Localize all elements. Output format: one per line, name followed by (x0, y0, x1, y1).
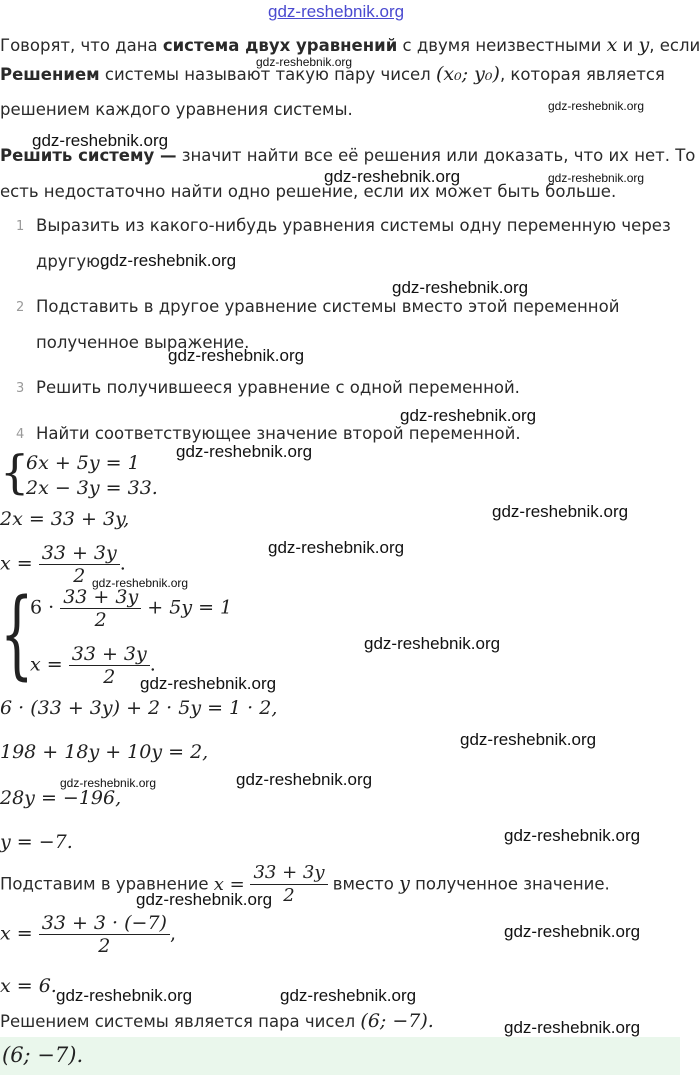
intro-line-4: Решить систему — значит найти все её решения или доказать, что их нет. То (0, 146, 696, 165)
watermark: gdz-reshebnik.org (176, 442, 313, 461)
watermark: gdz-reshebnik.org (32, 131, 169, 150)
watermark: gdz-reshebnik.org (92, 576, 189, 590)
step-text: Решить получившееся уравнение с одной переменной. (36, 378, 520, 397)
header-watermark-link[interactable]: gdz-reshebnik.org (268, 2, 405, 21)
pair-x0-y0: (x₀; y₀) (435, 63, 500, 85)
watermark: gdz-reshebnik.org (504, 922, 641, 941)
watermark: gdz-reshebnik.org (460, 730, 597, 749)
step-number: 4 (16, 427, 25, 442)
term-system: система двух уравнений (162, 36, 398, 55)
watermark: gdz-reshebnik.org (60, 776, 157, 790)
watermark: gdz-reshebnik.org (548, 99, 645, 113)
x-calc: x = $\frac{33 + 3 \cdot (-7)}{2}$ , (0, 912, 176, 957)
fraction: $\frac{33 + 3 \cdot (-7)}{2}$ (39, 912, 170, 957)
term-solve-system: Решить систему — (0, 146, 177, 165)
watermark: gdz-reshebnik.org (236, 770, 373, 789)
system2-eq1: 6 · $\frac{33 + 3y}{2}$ + 5y = 1 (30, 586, 233, 631)
watermark: gdz-reshebnik.org (256, 55, 353, 69)
step-text-cont: полученное выражение. (36, 333, 250, 352)
watermark: gdz-reshebnik.org (548, 171, 645, 185)
step-text-cont: другую. (36, 252, 106, 271)
watermark: gdz-reshebnik.org (504, 1018, 641, 1037)
step-number: 2 (16, 300, 25, 315)
eq-line-b: 198 + 18y + 10y = 2, (0, 741, 209, 763)
final-sentence: Решением системы является пара чисел (6; −7). (0, 1010, 434, 1032)
watermark: gdz-reshebnik.org (504, 826, 641, 845)
watermark: gdz-reshebnik.org (56, 986, 193, 1005)
watermark: gdz-reshebnik.org (268, 538, 405, 557)
system1-eq1: 6x + 5y = 1 (26, 452, 140, 474)
system-brace-2: { (0, 578, 34, 690)
fraction: $\frac{33 + 3y}{2}$ (39, 542, 120, 587)
intro-line-3: решением каждого уравнения системы. (0, 100, 353, 119)
watermark: gdz-reshebnik.org (280, 986, 417, 1005)
system1-eq2: 2x − 3y = 33. (26, 477, 158, 499)
term-solution: Решением (0, 65, 100, 84)
intro-line-5: есть недостаточно найти одно решение, если их может быть больше. (0, 182, 617, 201)
fraction: $\frac{33 + 3y}{2}$ (250, 862, 327, 907)
watermark: gdz-reshebnik.org (100, 251, 237, 270)
fraction: $\frac{33 + 3y}{2}$ (69, 643, 150, 688)
fraction: $\frac{33 + 3y}{2}$ (60, 586, 141, 631)
x-result: x = 6. (0, 975, 57, 997)
eq-2x: 2x = 33 + 3y, (0, 508, 130, 530)
watermark: gdz-reshebnik.org (364, 634, 501, 653)
intro-line-2: Решением системы называют такую пару чисел (x₀; y₀), которая является (0, 63, 665, 85)
step-number: 3 (16, 381, 25, 396)
watermark: gdz-reshebnik.org (168, 346, 305, 365)
step-text: Подставить в другое уравнение системы вместо этой переменной (36, 297, 620, 316)
answer-value: (6; −7). (2, 1043, 84, 1067)
substitution-line: Подставим в уравнение x = $\frac{33 + 3y}{2}$ вместо y полученное значение. (0, 862, 610, 906)
watermark: gdz-reshebnik.org (136, 890, 273, 909)
eq-line-c: 28y = −196, (0, 787, 122, 809)
step-text: Выразить из какого-нибудь уравнения системы одну переменную через (36, 216, 671, 235)
answer-box (0, 1037, 680, 1075)
eq-line-d: y = −7. (0, 831, 73, 853)
eq-line-a: 6 · (33 + 3y) + 2 · 5y = 1 · 2, (0, 697, 278, 719)
x-expression: x = $\frac{33 + 3y}{2}$ . (0, 542, 126, 587)
watermark: gdz-reshebnik.org (140, 674, 277, 693)
step-number: 1 (16, 219, 25, 234)
step-text: Найти соответствующее значение второй переменной. (36, 424, 521, 443)
watermark: gdz-reshebnik.org (392, 278, 529, 297)
intro-line-1: Говорят, что дана система двух уравнений с двумя неизвестными x и y, если (0, 34, 700, 56)
system-brace-1: { (0, 445, 30, 499)
watermark: gdz-reshebnik.org (400, 406, 537, 425)
watermark: gdz-reshebnik.org (324, 167, 461, 186)
system2-eq2: x = $\frac{33 + 3y}{2}$ . (30, 643, 156, 688)
watermark: gdz-reshebnik.org (492, 502, 629, 521)
